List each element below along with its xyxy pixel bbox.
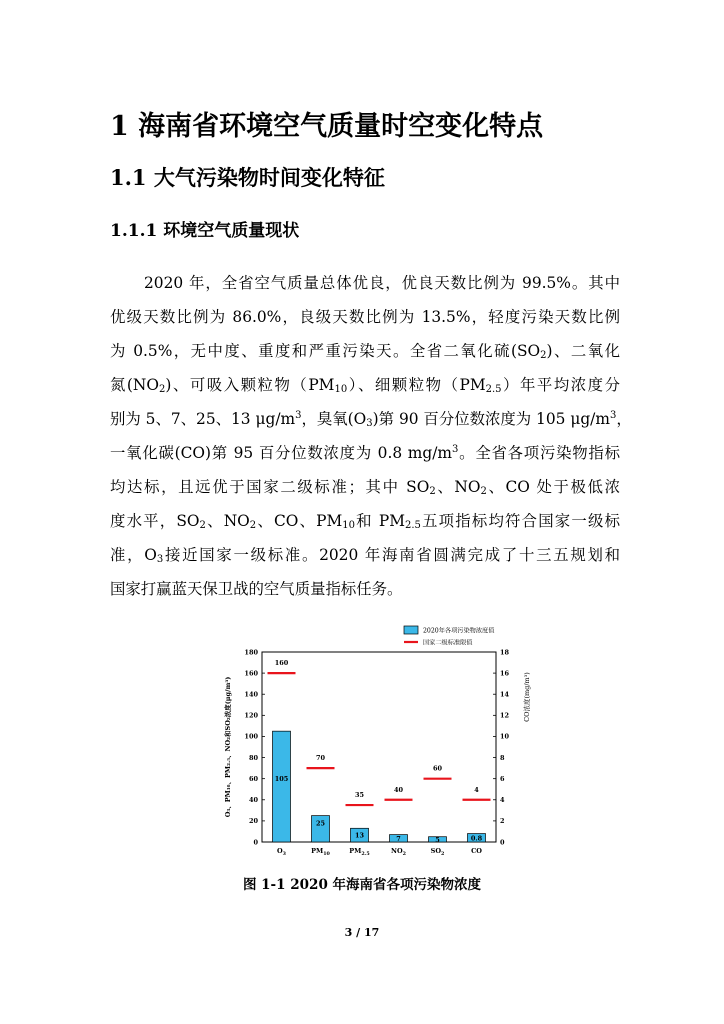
paragraph-line: [110, 572, 620, 606]
text-run: )、可吸入颗粒物（PM: [165, 376, 335, 394]
x-tick-label-main: SO: [430, 847, 442, 855]
body-paragraph: [110, 266, 632, 606]
subscript: 3: [156, 554, 164, 565]
x-tick-label: [471, 847, 482, 855]
text-run: ）、细颗粒物（PM: [347, 376, 486, 394]
x-tick-label-main: NO: [391, 847, 403, 855]
y-axis-left-label: O₃、PM₁₀、PM₂.₅、NO₂和SO₂浓度(μg/m³): [224, 676, 232, 818]
text-run: 、NO: [435, 478, 481, 496]
y-left-tick-label: 40: [248, 796, 258, 805]
x-tick-label-main: CO: [471, 847, 482, 855]
text-run: 2020 年，全省空气质量总体优良，优良天数比例为 99.5%。其中: [144, 274, 620, 292]
x-tick-label: [431, 847, 445, 857]
limit-value-label: 160: [274, 659, 289, 668]
text-run: ，: [616, 410, 632, 428]
pollutant-bar-chart: [218, 618, 538, 868]
limit-value-label: 4: [474, 785, 479, 794]
page-number: 3 / 17: [344, 926, 380, 939]
y-right-tick-label: 18: [500, 648, 510, 657]
bar-value-label: 7: [396, 834, 401, 843]
y-left-tick-label: 100: [244, 732, 258, 741]
legend-swatch-bar: [404, 626, 418, 634]
bar-value-label: 13: [354, 831, 365, 840]
subscript: 2: [249, 520, 257, 531]
y-left-tick-label: 160: [244, 669, 258, 678]
text-run: 、CO、PM: [256, 512, 343, 530]
limit-value-label: 60: [432, 764, 443, 773]
paragraph-line: [110, 538, 620, 572]
paragraph-line: [110, 300, 620, 334]
text-run: 和 PM: [354, 512, 405, 530]
text-run: )第 90 百分位数浓度为 105 μg/m: [372, 410, 610, 428]
x-tick-label-main: PM: [311, 847, 324, 855]
y-left-tick-label: 180: [244, 648, 258, 657]
limit-value-label: 35: [354, 791, 365, 800]
superscript: 3: [452, 444, 459, 455]
bar-value-label: 5: [435, 835, 440, 844]
y-left-tick-label: 140: [244, 690, 258, 699]
text-run: 别为 5、7、25、13 μg/m: [110, 410, 296, 428]
paragraph-line: [110, 402, 632, 436]
section-heading: 1 海南省环境空气质量时空变化特点: [110, 111, 544, 142]
paragraph-line: [110, 368, 620, 402]
subsubsection-heading: 1.1.1 环境空气质量现状: [110, 221, 300, 241]
paragraph-line: [110, 266, 620, 300]
legend-label-values: 2020年各项污染物浓度值: [423, 627, 495, 635]
subscript: 2.5: [404, 520, 421, 531]
subscript: 2: [159, 384, 166, 395]
y-left-tick-label: 120: [244, 711, 258, 720]
y-left-tick-label: 80: [248, 753, 258, 762]
subscript: 3: [366, 418, 373, 429]
x-tick-label-main: O: [276, 847, 283, 855]
subscript: 2: [540, 350, 547, 361]
y-right-tick-label: 0: [500, 838, 505, 847]
x-tick-label: [349, 847, 369, 857]
y-right-tick-label: 16: [500, 669, 510, 678]
y-right-tick-label: 4: [500, 796, 505, 805]
y-left-tick-label: 60: [248, 774, 258, 783]
y-right-tick-label: 12: [500, 711, 510, 720]
text-run: 五项指标均符合国家一级标: [420, 512, 620, 530]
y-left-tick-label: 20: [248, 817, 258, 826]
paragraph-line: [110, 436, 620, 470]
subscript: 2: [199, 520, 206, 531]
x-tick-label-sub: 3: [282, 851, 287, 857]
limit-value-label: 70: [315, 754, 326, 763]
text-run: ，臭氧(O: [301, 410, 367, 428]
plot-frame: [262, 652, 496, 842]
x-tick-label-sub: 2: [402, 851, 406, 857]
bar-value-label: 0.8: [470, 834, 483, 843]
text-run: 准，O: [110, 546, 157, 564]
text-run: 度水平，SO: [110, 512, 200, 530]
paragraph-line: [110, 334, 620, 368]
bar-value-label: 105: [274, 775, 289, 784]
subsection-heading: 1.1 大气污染物时间变化特征: [110, 165, 385, 190]
subscript: 2: [429, 486, 436, 497]
x-tick-label: [311, 847, 330, 857]
text-run: 为 0.5%，无中度、重度和严重污染天。全省二氧化硫(SO: [110, 342, 541, 360]
subscript: 2.5: [485, 384, 502, 395]
limit-value-label: 40: [393, 785, 404, 794]
subscript: 10: [334, 384, 348, 395]
x-tick-label: [391, 847, 406, 857]
text-run: 。全省各项污染物指标: [458, 444, 620, 462]
x-tick-label: [277, 847, 287, 857]
y-left-tick-label: 0: [253, 838, 258, 847]
text-run: )、二氧化: [546, 342, 620, 360]
y-right-tick-label: 8: [500, 753, 505, 762]
subscript: 2: [480, 486, 487, 497]
legend-label-limit: 国家二级标准限值: [423, 639, 473, 647]
superscript: 3: [295, 410, 302, 421]
bar: [273, 731, 291, 842]
superscript: 3: [609, 410, 617, 421]
y-right-tick-label: 6: [500, 774, 505, 783]
paragraph-line: [110, 504, 620, 538]
text-run: 氮(NO: [110, 376, 160, 394]
bar-value-label: 25: [315, 819, 326, 828]
text-run: 、NO: [205, 512, 250, 530]
y-axis-right-label: CO浓度(mg/m³): [523, 672, 531, 722]
x-tick-label-main: PM: [349, 847, 362, 855]
text-run: 接近国家一级标准。2020 年海南省圆满完成了十三五规划和: [163, 546, 621, 564]
x-tick-label-sub: 10: [323, 851, 330, 857]
text-run: 国家打赢蓝天保卫战的空气质量指标任务。: [110, 580, 403, 598]
text-run: ）年平均浓度分: [501, 376, 620, 394]
subscript: 10: [342, 520, 355, 531]
y-right-tick-label: 10: [500, 732, 510, 741]
figure-caption: 图 1-1 2020 年海南省各项污染物浓度: [242, 877, 482, 893]
x-tick-label-sub: 2.5: [361, 851, 370, 857]
x-tick-label-sub: 2: [441, 851, 445, 857]
y-right-tick-label: 14: [500, 690, 510, 699]
text-run: 、CO 处于极低浓: [486, 478, 620, 496]
text-run: 一氧化碳(CO)第 95 百分位数浓度为 0.8 mg/m: [110, 444, 453, 462]
text-run: 优级天数比例为 86.0%，良级天数比例为 13.5%，轻度污染天数比例: [110, 308, 620, 326]
text-run: 均达标，且远优于国家二级标准；其中 SO: [110, 478, 430, 496]
paragraph-line: [110, 470, 620, 504]
y-right-tick-label: 2: [500, 817, 505, 826]
